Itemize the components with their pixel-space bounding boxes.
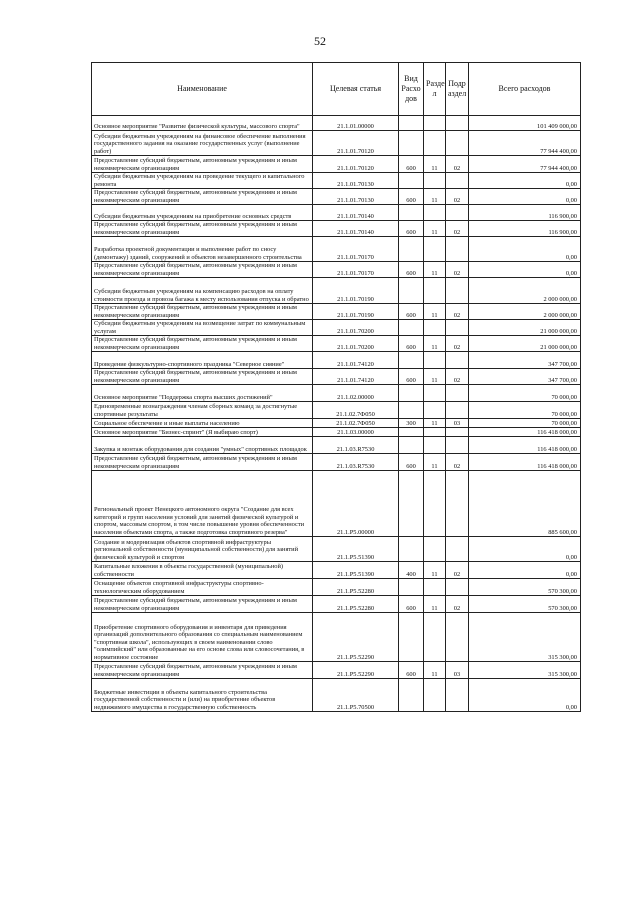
table-row xyxy=(92,369,581,385)
row-code-cell: 21.1.P5.52280 xyxy=(313,596,399,613)
row-subsection-cell xyxy=(446,679,469,712)
row-section-cell: 11 xyxy=(424,221,446,237)
row-vid-cell: 400 xyxy=(399,562,424,579)
row-vid-cell: 600 xyxy=(399,221,424,237)
row-section-cell xyxy=(424,679,446,712)
row-name-cell: Социальное обеспечение и иные выплаты населению xyxy=(92,419,313,428)
row-vid-cell: 600 xyxy=(399,369,424,385)
row-name-cell: Предоставление субсидий бюджетным, автономным учреждениям и иным некоммерческим организациям xyxy=(92,221,313,237)
header-code: Целевая статья xyxy=(313,63,399,116)
table-row xyxy=(92,437,581,454)
row-subsection-cell: 02 xyxy=(446,221,469,237)
row-code-cell: 21.1.P5.52290 xyxy=(313,662,399,679)
row-section-cell: 11 xyxy=(424,262,446,278)
table-row xyxy=(92,189,581,205)
row-name-cell: Субсидии бюджетным учреждениям на приобретение основных средств xyxy=(92,205,313,221)
row-code-cell: 21.1.03.R7530 xyxy=(313,437,399,454)
row-section-cell xyxy=(424,173,446,189)
row-vid-cell xyxy=(399,437,424,454)
row-section-cell: 11 xyxy=(424,662,446,679)
row-name-cell: Субсидии бюджетным учреждениям на компенсацию расходов на оплату стоимости проезда и провоза багажа к месту использования отпуска и обратно xyxy=(92,278,313,304)
row-subsection-cell: 02 xyxy=(446,262,469,278)
row-subsection-cell: 02 xyxy=(446,189,469,205)
table-header-row xyxy=(92,63,581,116)
row-code-cell: 21.1.01.70140 xyxy=(313,205,399,221)
row-amount-cell: 0,00 xyxy=(469,237,581,262)
row-section-cell: 11 xyxy=(424,304,446,320)
row-vid-cell xyxy=(399,278,424,304)
row-amount-cell: 347 700,00 xyxy=(469,369,581,385)
row-amount-cell: 347 700,00 xyxy=(469,352,581,369)
row-subsection-cell xyxy=(446,437,469,454)
row-name-cell: Разработка проектной документации и выполнение работ по сносу (демонтажу) зданий, сооружений и объектов незавершенного строительства xyxy=(92,237,313,262)
table-row xyxy=(92,679,581,712)
row-vid-cell xyxy=(399,579,424,596)
row-subsection-cell xyxy=(446,237,469,262)
header-vid: Вид Расхо дов xyxy=(399,63,424,116)
row-subsection-cell xyxy=(446,471,469,537)
row-subsection-cell xyxy=(446,320,469,336)
row-name-cell: Предоставление субсидий бюджетным, автономным учреждениям и иным некоммерческим организациям xyxy=(92,662,313,679)
row-subsection-cell: 02 xyxy=(446,454,469,471)
row-code-cell: 21.1.01.70190 xyxy=(313,304,399,320)
row-name-cell: Предоставление субсидий бюджетным, автономным учреждениям и иным некоммерческим организациям xyxy=(92,262,313,278)
row-section-cell xyxy=(424,537,446,562)
row-subsection-cell: 02 xyxy=(446,562,469,579)
row-code-cell: 21.1.02.7Ф050 xyxy=(313,402,399,419)
row-vid-cell: 600 xyxy=(399,596,424,613)
row-subsection-cell xyxy=(446,352,469,369)
row-amount-cell: 116 900,00 xyxy=(469,205,581,221)
table-row xyxy=(92,336,581,352)
table-row xyxy=(92,613,581,662)
row-section-cell xyxy=(424,205,446,221)
header-section: Разде л xyxy=(424,63,446,116)
row-vid-cell: 600 xyxy=(399,189,424,205)
row-amount-cell: 70 000,00 xyxy=(469,419,581,428)
row-section-cell xyxy=(424,116,446,131)
row-code-cell: 21.1.01.70190 xyxy=(313,278,399,304)
row-name-cell: Предоставление субсидий бюджетным, автономным учреждениям и иным некоммерческим организациям xyxy=(92,369,313,385)
row-name-cell: Предоставление субсидий бюджетным, автономным учреждениям и иным некоммерческим организациям xyxy=(92,304,313,320)
row-amount-cell: 315 300,00 xyxy=(469,613,581,662)
header-subsection: Подр аздел xyxy=(446,63,469,116)
row-code-cell: 21.1.P5.52280 xyxy=(313,579,399,596)
row-vid-cell xyxy=(399,205,424,221)
row-vid-cell: 600 xyxy=(399,262,424,278)
row-name-cell: Предоставление субсидий бюджетным, автономным учреждениям и иным некоммерческим организациям xyxy=(92,454,313,471)
table-row xyxy=(92,419,581,428)
row-subsection-cell xyxy=(446,537,469,562)
row-name-cell: Оснащение объектов спортивной инфраструктуры спортивно-технологическим оборудованием xyxy=(92,579,313,596)
row-vid-cell: 600 xyxy=(399,454,424,471)
row-subsection-cell xyxy=(446,131,469,156)
row-vid-cell: 600 xyxy=(399,304,424,320)
row-name-cell: Предоставление субсидий бюджетным, автономным учреждениям и иным некоммерческим организациям xyxy=(92,336,313,352)
row-subsection-cell: 02 xyxy=(446,156,469,173)
table-row xyxy=(92,156,581,173)
row-name-cell: Бюджетные инвестиции в объекты капитального строительства государственной собственности и (или) на приобретение объектов недвижимого имущества в государственную собственность xyxy=(92,679,313,712)
row-amount-cell: 0,00 xyxy=(469,262,581,278)
row-code-cell: 21.1.P5.70500 xyxy=(313,679,399,712)
table-row xyxy=(92,428,581,437)
row-amount-cell: 0,00 xyxy=(469,562,581,579)
table-body xyxy=(92,116,581,712)
budget-table xyxy=(91,62,581,712)
table-row xyxy=(92,402,581,419)
row-name-cell: Создание и модернизация объектов спортивной инфраструктуры региональной собственности (муниципальной собственности) для занятий физической культурой и спортом xyxy=(92,537,313,562)
row-code-cell: 21.1.03.00000 xyxy=(313,428,399,437)
row-name-cell: Основное мероприятие "Развитие физической культуры, массового спорта" xyxy=(92,116,313,131)
table-row xyxy=(92,562,581,579)
row-subsection-cell: 02 xyxy=(446,336,469,352)
row-section-cell xyxy=(424,428,446,437)
row-code-cell: 21.1.P5.51390 xyxy=(313,537,399,562)
row-vid-cell xyxy=(399,471,424,537)
row-subsection-cell xyxy=(446,116,469,131)
row-subsection-cell xyxy=(446,579,469,596)
row-amount-cell: 0,00 xyxy=(469,537,581,562)
table-row xyxy=(92,579,581,596)
row-code-cell: 21.1.01.74120 xyxy=(313,352,399,369)
row-subsection-cell: 02 xyxy=(446,369,469,385)
row-amount-cell: 21 000 000,00 xyxy=(469,336,581,352)
row-vid-cell xyxy=(399,173,424,189)
row-amount-cell: 70 000,00 xyxy=(469,402,581,419)
row-vid-cell: 300 xyxy=(399,419,424,428)
table-row xyxy=(92,262,581,278)
row-vid-cell xyxy=(399,116,424,131)
row-amount-cell: 0,00 xyxy=(469,189,581,205)
table-row xyxy=(92,352,581,369)
row-code-cell: 21.1.01.70170 xyxy=(313,237,399,262)
row-vid-cell: 600 xyxy=(399,156,424,173)
row-vid-cell xyxy=(399,537,424,562)
table-row xyxy=(92,221,581,237)
row-code-cell: 21.1.01.70120 xyxy=(313,156,399,173)
row-name-cell: Основное мероприятие "Бизнес-спринт" (Я выбираю спорт) xyxy=(92,428,313,437)
row-code-cell: 21.1.01.70130 xyxy=(313,173,399,189)
row-subsection-cell xyxy=(446,278,469,304)
header-name: Наименование xyxy=(92,63,313,116)
row-subsection-cell xyxy=(446,402,469,419)
row-amount-cell: 2 000 000,00 xyxy=(469,278,581,304)
row-section-cell: 11 xyxy=(424,156,446,173)
row-code-cell: 21.1.02.7Ф050 xyxy=(313,419,399,428)
row-section-cell xyxy=(424,437,446,454)
row-name-cell: Закупка и монтаж оборудования для создания "умных" спортивных площадок xyxy=(92,437,313,454)
row-section-cell xyxy=(424,237,446,262)
row-name-cell: Региональный проект Ненецкого автономного округа "Создание для всех категорий и групп населения условий для занятий физической культурой и спортом, массовым спортом, в том числе повышение уровня обеспеченности населения объектами спорта, а также подготовка спортивного резерва" xyxy=(92,471,313,537)
table-row xyxy=(92,662,581,679)
row-section-cell xyxy=(424,579,446,596)
row-amount-cell: 116 418 000,00 xyxy=(469,454,581,471)
table-row xyxy=(92,537,581,562)
row-subsection-cell: 03 xyxy=(446,662,469,679)
row-name-cell: Капитальные вложения в объекты государственной (муниципальной) собственности xyxy=(92,562,313,579)
row-code-cell: 21.1.P5.00000 xyxy=(313,471,399,537)
row-amount-cell: 21 000 000,00 xyxy=(469,320,581,336)
page-number: 52 xyxy=(314,34,326,48)
row-code-cell: 21.1.01.70200 xyxy=(313,320,399,336)
row-vid-cell xyxy=(399,352,424,369)
table-row xyxy=(92,116,581,131)
row-section-cell xyxy=(424,385,446,402)
row-amount-cell: 101 409 000,00 xyxy=(469,116,581,131)
row-vid-cell xyxy=(399,679,424,712)
row-vid-cell xyxy=(399,402,424,419)
row-section-cell: 11 xyxy=(424,562,446,579)
row-amount-cell: 70 000,00 xyxy=(469,385,581,402)
row-subsection-cell: 02 xyxy=(446,304,469,320)
row-subsection-cell xyxy=(446,173,469,189)
table-row xyxy=(92,320,581,336)
row-amount-cell: 77 944 400,00 xyxy=(469,131,581,156)
table-row xyxy=(92,385,581,402)
table-row xyxy=(92,237,581,262)
table-row xyxy=(92,278,581,304)
row-vid-cell: 600 xyxy=(399,662,424,679)
row-amount-cell: 77 944 400,00 xyxy=(469,156,581,173)
table-row xyxy=(92,131,581,156)
row-amount-cell: 315 300,00 xyxy=(469,662,581,679)
row-section-cell: 11 xyxy=(424,336,446,352)
row-section-cell: 11 xyxy=(424,369,446,385)
row-name-cell: Субсидии бюджетным учреждениям на возмещение затрат по коммунальным услугам xyxy=(92,320,313,336)
row-section-cell xyxy=(424,131,446,156)
row-code-cell: 21.1.02.00000 xyxy=(313,385,399,402)
row-vid-cell xyxy=(399,613,424,662)
row-vid-cell xyxy=(399,131,424,156)
row-code-cell: 21.1.01.70200 xyxy=(313,336,399,352)
row-subsection-cell xyxy=(446,428,469,437)
row-subsection-cell xyxy=(446,385,469,402)
row-section-cell xyxy=(424,402,446,419)
row-name-cell: Предоставление субсидий бюджетным, автономным учреждениям и иным некоммерческим организациям xyxy=(92,189,313,205)
row-subsection-cell: 03 xyxy=(446,419,469,428)
row-amount-cell: 116 900,00 xyxy=(469,221,581,237)
row-subsection-cell xyxy=(446,613,469,662)
row-name-cell: Предоставление субсидий бюджетным, автономным учреждениям и иным некоммерческим организациям xyxy=(92,596,313,613)
row-code-cell: 21.1.01.70170 xyxy=(313,262,399,278)
table-row xyxy=(92,471,581,537)
row-code-cell: 21.1.01.70140 xyxy=(313,221,399,237)
row-amount-cell: 116 418 000,00 xyxy=(469,437,581,454)
row-code-cell: 21.1.01.00000 xyxy=(313,116,399,131)
row-code-cell: 21.1.01.74120 xyxy=(313,369,399,385)
row-code-cell: 21.1.01.70120 xyxy=(313,131,399,156)
table-row xyxy=(92,596,581,613)
table-row xyxy=(92,454,581,471)
row-amount-cell: 2 000 000,00 xyxy=(469,304,581,320)
row-section-cell xyxy=(424,278,446,304)
row-code-cell: 21.1.P5.52290 xyxy=(313,613,399,662)
row-name-cell: Субсидии бюджетным учреждениям на финансовое обеспечение выполнения государственного задания на оказание государственных услуг (выполнение работ) xyxy=(92,131,313,156)
header-total: Всего расходов xyxy=(469,63,581,116)
row-amount-cell: 116 418 000,00 xyxy=(469,428,581,437)
row-amount-cell: 0,00 xyxy=(469,173,581,189)
row-subsection-cell xyxy=(446,205,469,221)
row-amount-cell: 570 300,00 xyxy=(469,579,581,596)
row-name-cell: Проведение физкультурно-спортивного праздника "Северное сияние" xyxy=(92,352,313,369)
row-name-cell: Приобретение спортивного оборудования и инвентаря для приведения организаций дополнительного образования со специальным наименованием "спортивная школа", использующих в своем наименовании слово "олимпийский" или образованные на его основе слова или словосочетания, в нормативное состояние xyxy=(92,613,313,662)
row-name-cell: Единовременные вознаграждения членам сборных команд за достигнутые спортивные результаты xyxy=(92,402,313,419)
table-row xyxy=(92,173,581,189)
row-section-cell: 11 xyxy=(424,454,446,471)
row-name-cell: Предоставление субсидий бюджетным, автономным учреждениям и иным некоммерческим организациям xyxy=(92,156,313,173)
row-code-cell: 21.1.P5.51390 xyxy=(313,562,399,579)
row-name-cell: Субсидии бюджетным учреждениям на проведение текущего и капитального ремонта xyxy=(92,173,313,189)
row-vid-cell xyxy=(399,428,424,437)
row-section-cell xyxy=(424,613,446,662)
row-name-cell: Основное мероприятие "Поддержка спорта высших достижений" xyxy=(92,385,313,402)
row-amount-cell: 570 300,00 xyxy=(469,596,581,613)
row-subsection-cell: 02 xyxy=(446,596,469,613)
row-section-cell xyxy=(424,320,446,336)
row-section-cell: 11 xyxy=(424,419,446,428)
row-vid-cell xyxy=(399,320,424,336)
row-vid-cell xyxy=(399,385,424,402)
table-row xyxy=(92,304,581,320)
row-section-cell: 11 xyxy=(424,596,446,613)
row-amount-cell: 885 600,00 xyxy=(469,471,581,537)
row-section-cell xyxy=(424,352,446,369)
row-section-cell: 11 xyxy=(424,189,446,205)
row-code-cell: 21.1.01.70130 xyxy=(313,189,399,205)
row-section-cell xyxy=(424,471,446,537)
row-vid-cell xyxy=(399,237,424,262)
table-row xyxy=(92,205,581,221)
row-amount-cell: 0,00 xyxy=(469,679,581,712)
row-vid-cell: 600 xyxy=(399,336,424,352)
row-code-cell: 21.1.03.R7530 xyxy=(313,454,399,471)
